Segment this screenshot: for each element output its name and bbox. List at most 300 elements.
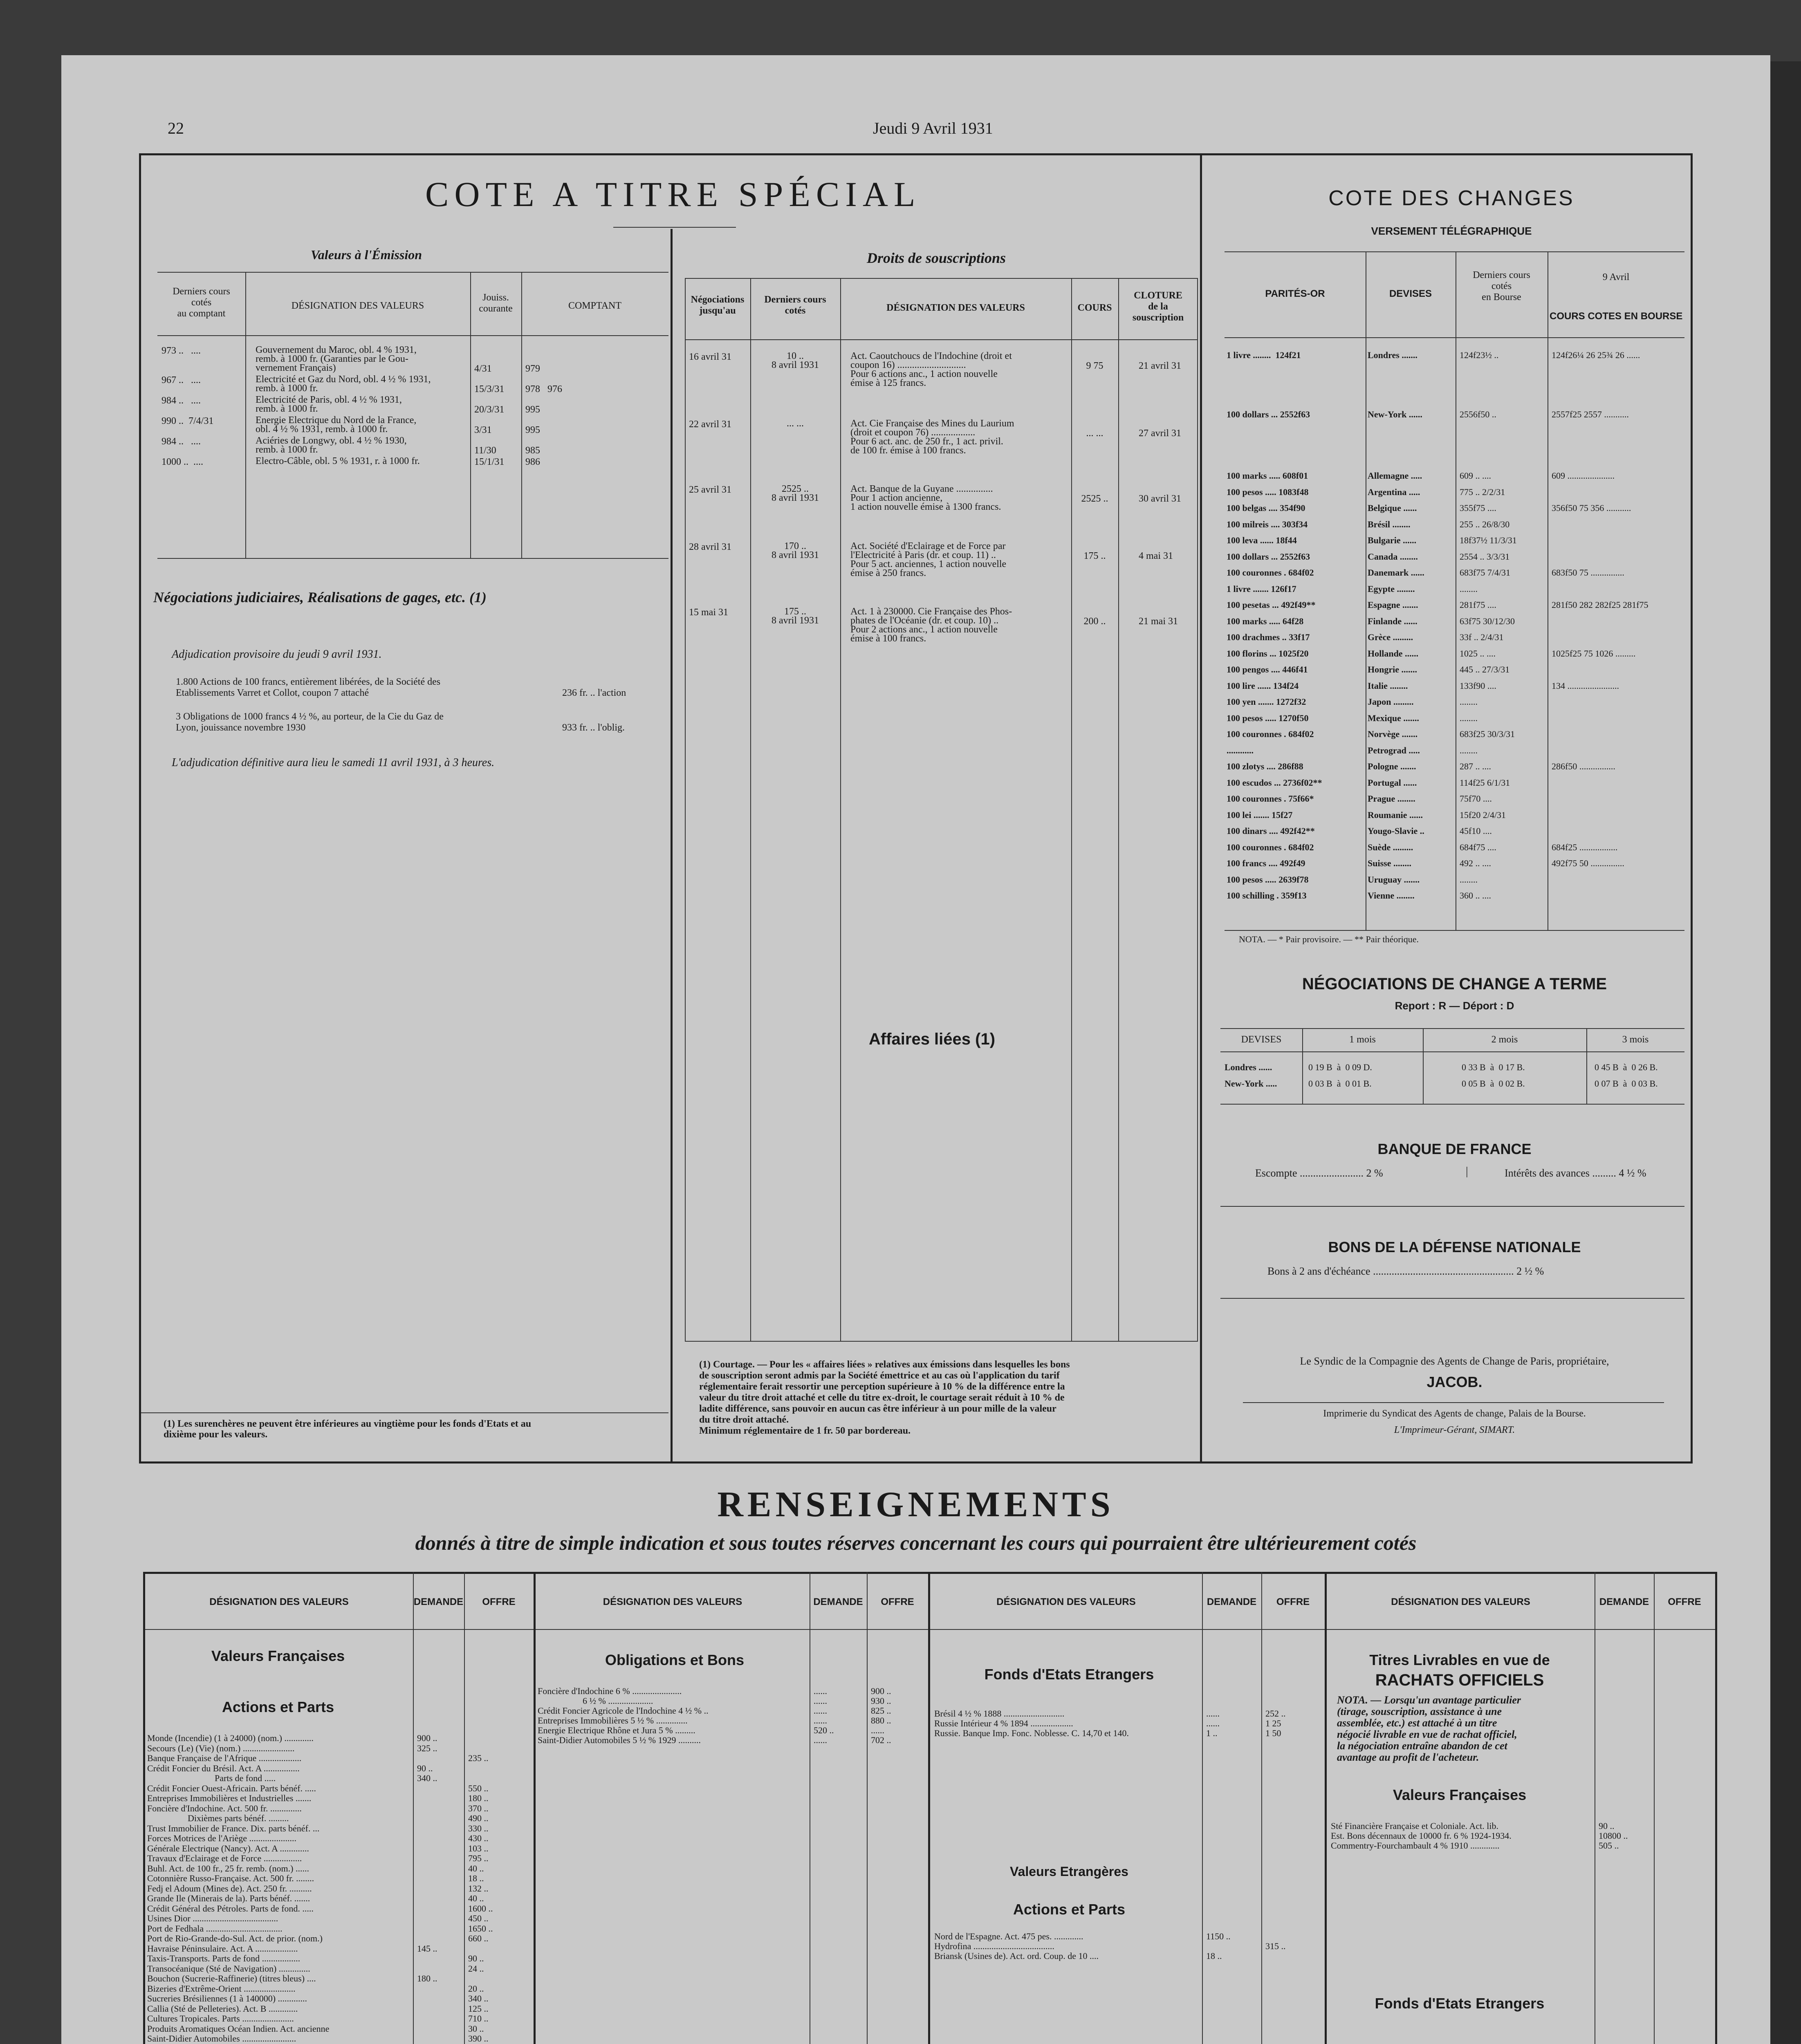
rens-row-designation: Bizeries d'Extrême-Orient .......................: [147, 1983, 296, 1994]
renseignements-column-line: [928, 1572, 930, 2044]
droits-col-line-5: [1197, 278, 1198, 1341]
emission-row-jouiss: 15/1/31: [474, 457, 505, 467]
rens-row-demande: 325 ..: [417, 1743, 437, 1753]
rens-row-designation: Générale Electrique (Nancy). Act. A .............: [147, 1843, 309, 1853]
rens-row-offre: 125 ..: [468, 2003, 489, 2014]
changes-row-cours: 286f50 ................: [1552, 761, 1615, 771]
changes-row-devise: Hongrie .......: [1368, 664, 1417, 675]
changes-row-parite: 100 florins ... 1025f20: [1227, 648, 1309, 659]
col-designation: DÉSIGNATION DES VALEURS: [291, 300, 424, 311]
changes-row-parite: 100 drachmes .. 33f17: [1227, 632, 1310, 642]
rens-row-offre: 1600 ..: [468, 1903, 493, 1914]
changes-row-parite: 100 lei ....... 15f27: [1227, 809, 1293, 820]
droits-heading: Droits de souscriptions: [866, 250, 1006, 266]
rens-row-designation: Fedj el Adoum (Mines de). Act. 250 fr. ..........: [147, 1883, 312, 1894]
changes-title: COTE DES CHANGES: [1328, 186, 1574, 210]
droits-row-derniers: ... ...: [787, 418, 804, 429]
terme-row-1-mois: 0 03 B à 0 01 B.: [1308, 1078, 1372, 1089]
droits-row-cloture: 27 avril 31: [1139, 428, 1181, 439]
emission-row-designation: Aciéries de Longwy, obl. 4 ½ % 1930, remb. à 1000 fr.: [256, 435, 407, 455]
rens-row-designation: Brésil 4 ½ % 1888 ...........................: [934, 1708, 1065, 1719]
rens-row-designation: Grande Ile (Minerais de la). Parts bénéf. .......: [147, 1893, 310, 1903]
droits-row-cloture: 21 mai 31: [1139, 616, 1178, 627]
changes-row-devise: Norvège .......: [1368, 729, 1418, 739]
changes-row-cours: 2557f25 2557 ...........: [1552, 409, 1629, 419]
changes-row-devise: Roumanie ......: [1368, 809, 1423, 820]
rens-row-offre: 40 ..: [468, 1863, 484, 1874]
changes-row-devise: Prague ........: [1368, 793, 1415, 804]
rens-row-offre: 550 ..: [468, 1783, 489, 1793]
rens-col4-heading-1: Titres Livrables en vue de: [1369, 1652, 1550, 1668]
rens-col3-heading-3: Actions et Parts: [1013, 1901, 1126, 1918]
droits-col-line-0: [685, 278, 686, 1341]
changes-row-derniers: ........: [1460, 713, 1478, 723]
emission-bottom-line: [157, 558, 668, 559]
changes-header-line: [1225, 337, 1684, 338]
emission-row-jouiss: 11/30: [474, 445, 496, 456]
droits-row-jusquau: 28 avril 31: [689, 542, 731, 552]
changes-row-parite: 100 couronnes . 684f02: [1227, 729, 1314, 739]
rens-row-designation: Transocéanique (Sté de Navigation) ..............: [147, 1963, 310, 1974]
emission-row-prev: 1000 .. ....: [161, 457, 203, 467]
changes-nota: NOTA. — * Pair provisoire. — ** Pair théorique.: [1239, 934, 1419, 944]
rens-row-offre: 315 ..: [1265, 1941, 1286, 1951]
rens-row-demande: 1150 ..: [1206, 1931, 1231, 1941]
changes-row-parite: 100 pesos ..... 1083f48: [1227, 486, 1309, 497]
changes-top-line: [1225, 251, 1684, 252]
droits-col-line-1: [750, 278, 751, 1341]
changes-row-derniers: 360 .. ....: [1460, 890, 1491, 901]
courtage-footnote: (1) Courtage. — Pour les « affaires liées » relatives aux émissions dans lesquelles les bons de souscription seront admis par la Société émettrice et au cas où l'application du tarif réglementaire ferait ressortir une perception supérieure à 10 % de la différence entre la valeur du titre droit attaché et celle du titre ex-droit, le courtage serait réduit à 10 % de ladite différence, sans pouvoir en aucun cas être inférieur à un pour mille de la valeur du titre droit attaché. Minimum réglementaire de 1 fr. 50 par bordereau.: [699, 1359, 1070, 1436]
changes-row-devise: Uruguay .......: [1368, 874, 1420, 885]
changes-subtitle: VERSEMENT TÉLÉGRAPHIQUE: [1371, 225, 1532, 237]
emission-row-prev: 967 .. ....: [161, 375, 201, 385]
changes-row-parite: 100 dollars ... 2552f63: [1227, 551, 1310, 562]
changes-row-cours: 609 .....................: [1552, 471, 1615, 481]
rens-row-designation: Taxis-Transports. Parts de fond .................: [147, 1953, 301, 1963]
rens-row-designation: Port de Rio-Grande-do-Sul. Act. de prior. (nom.): [147, 1933, 323, 1943]
renseignements-column-line: [1202, 1572, 1203, 2044]
banque-interets: Intérêts des avances ......... 4 ½ %: [1505, 1167, 1646, 1179]
rens-row-designation: Monde (Incendie) (1 à 24000) (nom.) .............: [147, 1733, 314, 1743]
droits-row-cloture: 30 avril 31: [1139, 493, 1181, 504]
rens-row-designation: Nord de l'Espagne. Act. 475 pes. .............: [934, 1931, 1083, 1941]
syndic-line-rule: [1243, 1402, 1664, 1403]
adjudication-item-2-price: 933 fr. .. l'oblig.: [562, 722, 625, 733]
changes-row-parite: 100 dinars .... 492f42**: [1227, 826, 1315, 836]
renseignements-column-line: [464, 1572, 465, 2044]
changes-row-parite: 1 livre ....... 126f17: [1227, 583, 1296, 594]
changes-row-parite: 100 couronnes . 75f66*: [1227, 793, 1314, 804]
terme-title: NÉGOCIATIONS DE CHANGE A TERME: [1302, 975, 1607, 993]
rens-row-offre: 825 ..: [871, 1706, 891, 1716]
rens-row-offre: 1 50: [1265, 1728, 1281, 1738]
terme-col-3-mois: 3 mois: [1622, 1034, 1649, 1045]
terme-row-3-mois: 0 45 B à 0 26 B.: [1595, 1062, 1658, 1072]
col-designation-droits: DÉSIGNATION DES VALEURS: [886, 303, 1025, 313]
terme-row-devise: New-York .....: [1225, 1078, 1277, 1089]
rens-col1-heading-1: Valeurs Françaises: [211, 1647, 345, 1664]
emission-row-comptant: 995: [525, 425, 540, 435]
terme-row-3-mois: 0 07 B à 0 03 B.: [1595, 1078, 1658, 1089]
rens-row-offre: 1650 ..: [468, 1923, 493, 1934]
droits-header-line: [685, 339, 1198, 340]
changes-row-derniers: 114f25 6/1/31: [1460, 777, 1510, 788]
divider-2: [1200, 153, 1202, 1461]
rens-row-offre: 660 ..: [468, 1933, 489, 1943]
droits-row-designation: Act. Caoutchoucs de l'Indochine (droit et coupon 16) ............................ Pour 6 actions anc., 1 action nouvelle émise à 125 francs.: [850, 351, 1012, 388]
rens-row-designation: Russie Intérieur 4 % 1894 ...................: [934, 1718, 1073, 1728]
rens-row-demande: 900 ..: [417, 1733, 437, 1743]
rens-row-demande: 18 ..: [1206, 1951, 1222, 1961]
divider-1: [671, 229, 673, 1464]
rens-row-designation: Energie Electrique Rhône et Jura 5 % .........: [538, 1725, 695, 1735]
droits-row-cours: 200 ..: [1083, 616, 1106, 627]
rens-row-designation: Cultures Tropicales. Parts .......................: [147, 2013, 294, 2024]
rens-row-designation: Forces Motrices de l'Ariège .....................: [147, 1833, 297, 1843]
col-negociations-jusquau: Négociations jusqu'au: [691, 294, 745, 316]
bons-title: BONS DE LA DÉFENSE NATIONALE: [1328, 1239, 1581, 1255]
emission-row-designation: Energie Electrique du Nord de la France, obl. 4 ½ % 1931, remb. à 1000 fr.: [256, 415, 417, 435]
emission-row-prev: 984 .. ....: [161, 436, 201, 447]
renseignements-column-line: [1325, 1572, 1327, 2044]
droits-row-jusquau: 22 avril 31: [689, 419, 731, 430]
rens-col2-heading: Obligations et Bons: [605, 1652, 744, 1668]
emission-col-line-3: [521, 272, 522, 558]
rens-col-offre: OFFRE: [1276, 1596, 1310, 1607]
rens-col-offre: OFFRE: [1668, 1596, 1701, 1607]
rens-row-offre: 90 ..: [468, 1953, 484, 1963]
rens-row-designation: Cotonnière Russo-Française. Act. 500 fr. ........: [147, 1873, 314, 1883]
changes-row-cours: 134 .......................: [1552, 680, 1619, 691]
rens-row-designation: 6 ½ % ....................: [538, 1696, 653, 1706]
renseignements-column-line: [1654, 1572, 1655, 2044]
rens-row-designation: Secours (Le) (Vie) (nom.) .......................: [147, 1743, 295, 1753]
rens-row-offre: 900 ..: [871, 1686, 891, 1696]
rens-row-offre: 702 ..: [871, 1735, 891, 1745]
rens-col4-heading-1b: RACHATS OFFICIELS: [1375, 1671, 1544, 1689]
changes-row-cours: 492f75 50 ...............: [1552, 858, 1624, 868]
changes-row-devise: Petrograd .....: [1368, 745, 1420, 755]
changes-row-parite: 100 zlotys .... 286f88: [1227, 761, 1303, 771]
rens-row-designation: Crédit Foncier du Brésil. Act. A ................: [147, 1763, 300, 1773]
emission-row-designation: Electricité de Paris, obl. 4 ½ % 1931, remb. à 1000 fr.: [256, 394, 402, 414]
changes-row-parite: 100 escudos ... 2736f02**: [1227, 777, 1322, 788]
emission-row-comptant: 978 976: [525, 384, 562, 394]
droits-row-designation: Act. 1 à 230000. Cie Française des Phos- phates de l'Océanie (dr. et coup. 10) .. Pour 2 actions anc., 1 action nouvelle émise à 100 francs.: [850, 606, 1012, 644]
rens-row-designation: Commentry-Fourchambault 4 % 1910 .............: [1331, 1840, 1500, 1851]
changes-row-devise: Allemagne .....: [1368, 471, 1422, 481]
terme-col-1-mois: 1 mois: [1349, 1034, 1376, 1045]
rens-row-designation: Entreprises Immobilières et Industrielles .......: [147, 1793, 312, 1803]
rens-row-designation: Foncière d'Indochine. Act. 500 fr. ..............: [147, 1803, 302, 1813]
changes-row-cours: 356f50 75 356 ...........: [1552, 503, 1631, 513]
changes-row-devise: New-York ......: [1368, 409, 1422, 419]
page-edge-shadow: [1770, 61, 1801, 2044]
droits-row-cours: 2525 ..: [1081, 493, 1108, 504]
rens-row-demande: ......: [814, 1715, 827, 1726]
rens-row-offre: 490 ..: [468, 1813, 489, 1823]
title-underline: [613, 227, 736, 228]
left-frame: [139, 153, 141, 1461]
rens-row-designation: Parts de fond .....: [147, 1773, 276, 1783]
terme-row-devise: Londres ......: [1225, 1062, 1272, 1072]
terme-bottom-line: [1220, 1104, 1684, 1105]
rens-row-offre: 430 ..: [468, 1833, 489, 1843]
changes-row-devise: Yougo-Slavie ..: [1368, 826, 1424, 836]
rens-col1-heading-2: Actions et Parts: [222, 1699, 334, 1715]
rens-row-designation: Produits Aromatiques Océan Indien. Act. ancienne: [147, 2023, 330, 2034]
rens-row-offre: 252 ..: [1265, 1708, 1286, 1719]
rens-col-demande: DEMANDE: [1599, 1596, 1649, 1607]
rens-col-demande: DEMANDE: [413, 1596, 464, 1607]
rens-row-designation: Banque Française de l'Afrique ...................: [147, 1753, 302, 1763]
changes-row-parite: 100 pesetas ... 492f49**: [1227, 600, 1316, 610]
changes-row-derniers: 33f .. 2/4/31: [1460, 632, 1504, 642]
changes-row-derniers: ........: [1460, 745, 1478, 755]
rens-row-demande: ......: [814, 1706, 827, 1716]
droits-row-designation: Act. Société d'Eclairage et de Force par l'Electricité à Paris (dr. et coup. 11) .. Pour 5 act. anciennes, 1 action nouvelle émise à 250 francs.: [850, 541, 1007, 578]
syndic-name: JACOB.: [1426, 1374, 1483, 1390]
adjudication-item-1-price: 236 fr. .. l'action: [562, 688, 626, 698]
col-jouissance: Jouiss. courante: [479, 292, 513, 314]
changes-row-parite: 100 marks ..... 64f28: [1227, 616, 1304, 626]
rens-row-offre: 795 ..: [468, 1853, 489, 1863]
changes-row-derniers: 684f75 ....: [1460, 842, 1496, 852]
rens-row-demande: 1 ..: [1206, 1728, 1218, 1738]
rens-row-demande: 340 ..: [417, 1773, 437, 1783]
rens-row-designation: Saint-Didier Automobiles ........................: [147, 2033, 296, 2044]
changes-row-parite: 100 lire ...... 134f24: [1227, 680, 1299, 691]
changes-row-parite: 100 marks ..... 608f01: [1227, 471, 1308, 481]
changes-row-cours: 684f25 .................: [1552, 842, 1618, 852]
imprimeur-gerant: L'Imprimeur-Gérant, SIMART.: [1394, 1425, 1515, 1435]
terme-col-2-mois: 2 mois: [1491, 1034, 1518, 1045]
changes-row-parite: 1 livre ........ 124f21: [1227, 350, 1301, 360]
renseignements-header-line: [143, 1629, 1717, 1630]
banque-separator: |: [1466, 1165, 1468, 1178]
changes-row-parite: 100 francs .... 492f49: [1227, 858, 1305, 868]
changes-row-derniers: 775 .. 2/2/31: [1460, 486, 1505, 497]
changes-row-devise: Vienne ........: [1368, 890, 1415, 901]
mid-rule: [139, 1461, 1693, 1464]
droits-row-cours: ... ...: [1086, 428, 1103, 439]
emission-row-designation: Electricité et Gaz du Nord, obl. 4 ½ % 1931, remb. à 1000 fr.: [256, 374, 431, 394]
rens-row-designation: Est. Bons décennaux de 10000 fr. 6 % 1924-1934.: [1331, 1831, 1512, 1841]
changes-row-derniers: 75f70 ....: [1460, 793, 1492, 804]
changes-row-parite: 100 dollars ... 2552f63: [1227, 409, 1310, 419]
rens-row-offre: 30 ..: [468, 2023, 484, 2034]
changes-row-derniers: 609 .. ....: [1460, 471, 1491, 481]
rens-col-designation: DÉSIGNATION DES VALEURS: [603, 1596, 742, 1607]
rens-row-designation: Buhl. Act. de 100 fr., 25 fr. remb. (nom.) ......: [147, 1863, 309, 1874]
rens-col-demande: DEMANDE: [813, 1596, 863, 1607]
changes-row-devise: Danemark ......: [1368, 567, 1424, 578]
changes-row-derniers: 2556f50 ..: [1460, 409, 1496, 419]
rens-row-demande: 505 ..: [1599, 1840, 1619, 1851]
rens-row-offre: 330 ..: [468, 1823, 489, 1833]
rens-row-demande: ......: [814, 1735, 827, 1745]
terme-col-line-2: [1423, 1028, 1424, 1104]
rens-row-offre: 880 ..: [871, 1715, 891, 1726]
changes-row-parite: 100 yen ....... 1272f32: [1227, 697, 1306, 707]
rens-row-offre: 390 ..: [468, 2033, 489, 2044]
rens-row-designation: Foncière d'Indochine 6 % ......................: [538, 1686, 682, 1696]
syndic-line: Le Syndic de la Compagnie des Agents de Change de Paris, propriétaire,: [1300, 1355, 1609, 1367]
negociations-heading: Négociations judiciaires, Réalisations de gages, etc. (1): [153, 589, 487, 605]
changes-row-parite: 100 leva ...... 18f44: [1227, 535, 1297, 545]
rens-row-designation: Crédit Général des Pétroles. Parts de fond. .....: [147, 1903, 314, 1914]
droits-row-derniers: 170 .. 8 avril 1931: [772, 541, 819, 560]
rens-row-demande: 90 ..: [417, 1763, 433, 1773]
col-comptant: COMPTANT: [568, 300, 622, 311]
changes-row-devise: Finlande ......: [1368, 616, 1417, 626]
rens-col-offre: OFFRE: [482, 1596, 516, 1607]
rens-row-offre: 20 ..: [468, 1983, 484, 1994]
bons-line: Bons à 2 ans d'échéance ..................................................... 2 ½ %: [1267, 1265, 1544, 1277]
emission-row-designation: Gouvernement du Maroc, obl. 4 % 1931, remb. à 1000 fr. (Garanties par le Gou- vernement Français): [256, 345, 417, 373]
emission-row-designation: Electro-Câble, obl. 5 % 1931, r. à 1000 fr.: [256, 456, 420, 466]
changes-row-parite: ............: [1227, 745, 1254, 755]
rens-row-designation: Saint-Didier Automobiles 5 ½ % 1929 ..........: [538, 1735, 701, 1745]
affaires-liees: Affaires liées (1): [869, 1030, 996, 1048]
rens-row-demande: 520 ..: [814, 1725, 834, 1735]
changes-row-cours: 1025f25 75 1026 .........: [1552, 648, 1636, 659]
col-derniers-cotes: Derniers cours cotés: [764, 294, 826, 316]
emission-col-line-2: [470, 272, 471, 558]
rens-row-offre: 103 ..: [468, 1843, 489, 1853]
terme-col-line-1: [1302, 1028, 1303, 1104]
rens-row-demande: ......: [1206, 1708, 1220, 1719]
rens-col3-heading-1: Fonds d'Etats Etrangers: [984, 1666, 1154, 1683]
rens-row-demande: 10800 ..: [1599, 1831, 1628, 1841]
rens-row-offre: 180 ..: [468, 1793, 489, 1803]
changes-row-devise: Brésil ........: [1368, 519, 1411, 529]
rens-row-offre: 370 ..: [468, 1803, 489, 1813]
changes-row-derniers: 133f90 ....: [1460, 680, 1496, 691]
changes-row-devise: Belgique ......: [1368, 503, 1417, 513]
rens-row-offre: 710 ..: [468, 2013, 489, 2024]
changes-row-derniers: ........: [1460, 697, 1478, 707]
rens-col4-nota: NOTA. — Lorsqu'un avantage particulier (tirage, souscription, assistance à une assemblée, etc.) est attaché à un titre négocié livrable en vue de rachat officiel, la négociation entraîne abandon de cet avantage au profit de l'acheteur.: [1337, 1694, 1521, 1763]
changes-row-derniers: ........: [1460, 874, 1478, 885]
emission-row-jouiss: 3/31: [474, 425, 492, 435]
page-number: 22: [168, 119, 184, 137]
emission-col-line-1: [245, 272, 246, 558]
changes-row-derniers: ........: [1460, 583, 1478, 594]
changes-row-parite: 100 pesos ..... 1270f50: [1227, 713, 1309, 723]
changes-row-derniers: 355f75 ....: [1460, 503, 1496, 513]
changes-row-parite: 100 couronnes . 684f02: [1227, 842, 1314, 852]
emission-row-jouiss: 15/3/31: [474, 384, 505, 394]
banque-escompte: Escompte ........................ 2 %: [1255, 1167, 1383, 1179]
changes-row-derniers: 683f75 7/4/31: [1460, 567, 1511, 578]
changes-row-devise: Suède .........: [1368, 842, 1413, 852]
rens-row-demande: ......: [1206, 1718, 1220, 1728]
droits-row-designation: Act. Cie Française des Mines du Laurium (droit et coupon 76) .................. Pour 6 act. anc. de 250 fr., 1 act. privil. de 100 fr. émise à 100 francs.: [850, 418, 1014, 456]
rens-row-designation: Russie. Banque Imp. Fonc. Noblesse. C. 14,70 et 140.: [934, 1728, 1129, 1738]
rens-row-demande: 145 ..: [417, 1943, 437, 1954]
changes-row-devise: Londres .......: [1368, 350, 1417, 360]
rens-row-offre: 132 ..: [468, 1883, 489, 1894]
emission-row-comptant: 985: [525, 445, 540, 456]
cote-titre-title: COTE A TITRE SPÉCIAL: [425, 175, 921, 214]
terme-header-line: [1220, 1051, 1684, 1052]
bons-bottom-line: [1220, 1298, 1684, 1299]
banque-bottom-line: [1220, 1206, 1684, 1207]
changes-row-devise: Argentina .....: [1368, 486, 1420, 497]
terme-row-2-mois: 0 05 B à 0 02 B.: [1462, 1078, 1525, 1089]
rens-row-demande: 180 ..: [417, 1973, 437, 1983]
droits-row-jusquau: 15 mai 31: [689, 607, 728, 618]
changes-row-derniers: 2554 .. 3/3/31: [1460, 551, 1510, 562]
emission-row-comptant: 986: [525, 457, 540, 467]
renseignements-column-line: [1261, 1572, 1262, 2044]
rens-row-designation: Sucreries Brésiliennes (1 à 140000) .............: [147, 1993, 307, 2004]
changes-row-devise: Egypte ........: [1368, 583, 1415, 594]
rens-row-offre: 450 ..: [468, 1913, 489, 1923]
rens-row-demande: 90 ..: [1599, 1821, 1615, 1831]
col-parites-or: PARITÉS-OR: [1265, 288, 1325, 299]
droits-row-derniers: 2525 .. 8 avril 1931: [772, 484, 819, 503]
terme-col-line-3: [1586, 1028, 1587, 1104]
changes-row-derniers: 255 .. 26/8/30: [1460, 519, 1510, 529]
rens-row-designation: Bouchon (Sucrerie-Raffinerie) (titres bleus) ....: [147, 1973, 316, 1983]
changes-row-derniers: 281f75 ....: [1460, 600, 1496, 610]
changes-row-derniers: 492 .. ....: [1460, 858, 1491, 868]
changes-row-parite: 100 schilling . 359f13: [1227, 890, 1307, 901]
terme-col-devises: DEVISES: [1241, 1034, 1282, 1045]
changes-row-devise: Espagne .......: [1368, 600, 1418, 610]
changes-row-derniers: 683f25 30/3/31: [1460, 729, 1515, 739]
emission-top-line: [157, 272, 668, 273]
col-cours: COURS: [1077, 303, 1112, 313]
changes-row-cours: 124f26¼ 26 25¾ 26 ......: [1552, 350, 1640, 360]
rens-row-designation: Entreprises Immobilières 5 ½ % ..............: [538, 1715, 688, 1726]
emission-row-jouiss: 4/31: [474, 363, 492, 374]
droits-top-line: [685, 278, 1198, 279]
emission-row-comptant: 995: [525, 404, 540, 415]
changes-row-derniers: 63f75 30/12/30: [1460, 616, 1515, 626]
droits-row-derniers: 10 .. 8 avril 1931: [772, 351, 819, 370]
changes-row-cours: 281f50 282 282f25 281f75: [1552, 600, 1648, 610]
col-date-9-avril: 9 Avril: [1602, 272, 1630, 282]
rens-col4-heading-3: Fonds d'Etats Etrangers: [1375, 1995, 1545, 2012]
changes-row-derniers: 1025 .. ....: [1460, 648, 1496, 659]
terme-subtitle: Report : R — Déport : D: [1395, 1000, 1514, 1012]
adjudication-item-1: 1.800 Actions de 100 francs, entièrement libérées, de la Société des Etablissements Varret et Collot, coupon 7 attaché: [176, 677, 441, 698]
renseignements-column-line: [143, 1572, 145, 2044]
changes-row-parite: 100 couronnes . 684f02: [1227, 567, 1314, 578]
droits-row-jusquau: 25 avril 31: [689, 484, 731, 495]
emission-row-prev: 984 .. ....: [161, 395, 201, 406]
rens-col3-heading-2: Valeurs Etrangères: [1010, 1864, 1128, 1879]
droits-col-line-2: [840, 278, 841, 1341]
droits-row-cloture: 21 avril 31: [1139, 361, 1181, 371]
droits-row-designation: Act. Banque de la Guyane ............... Pour 1 action ancienne, 1 action nouvelle émise à 1300 francs.: [850, 484, 1001, 512]
changes-row-devise: Canada ........: [1368, 551, 1418, 562]
rens-row-offre: ......: [871, 1725, 884, 1735]
emission-heading: Valeurs à l'Émission: [311, 247, 422, 262]
changes-row-devise: Suisse ........: [1368, 858, 1411, 868]
rens-row-offre: 40 ..: [468, 1893, 484, 1903]
droits-row-derniers: 175 .. 8 avril 1931: [772, 606, 819, 626]
imprimerie-line: Imprimerie du Syndicat des Agents de change, Palais de la Bourse.: [1323, 1408, 1586, 1419]
renseignements-column-line: [1715, 1572, 1717, 2044]
changes-row-devise: Bulgarie ......: [1368, 535, 1417, 545]
terme-row-1-mois: 0 19 B à 0 09 D.: [1308, 1062, 1372, 1072]
rens-col-offre: OFFRE: [881, 1596, 914, 1607]
